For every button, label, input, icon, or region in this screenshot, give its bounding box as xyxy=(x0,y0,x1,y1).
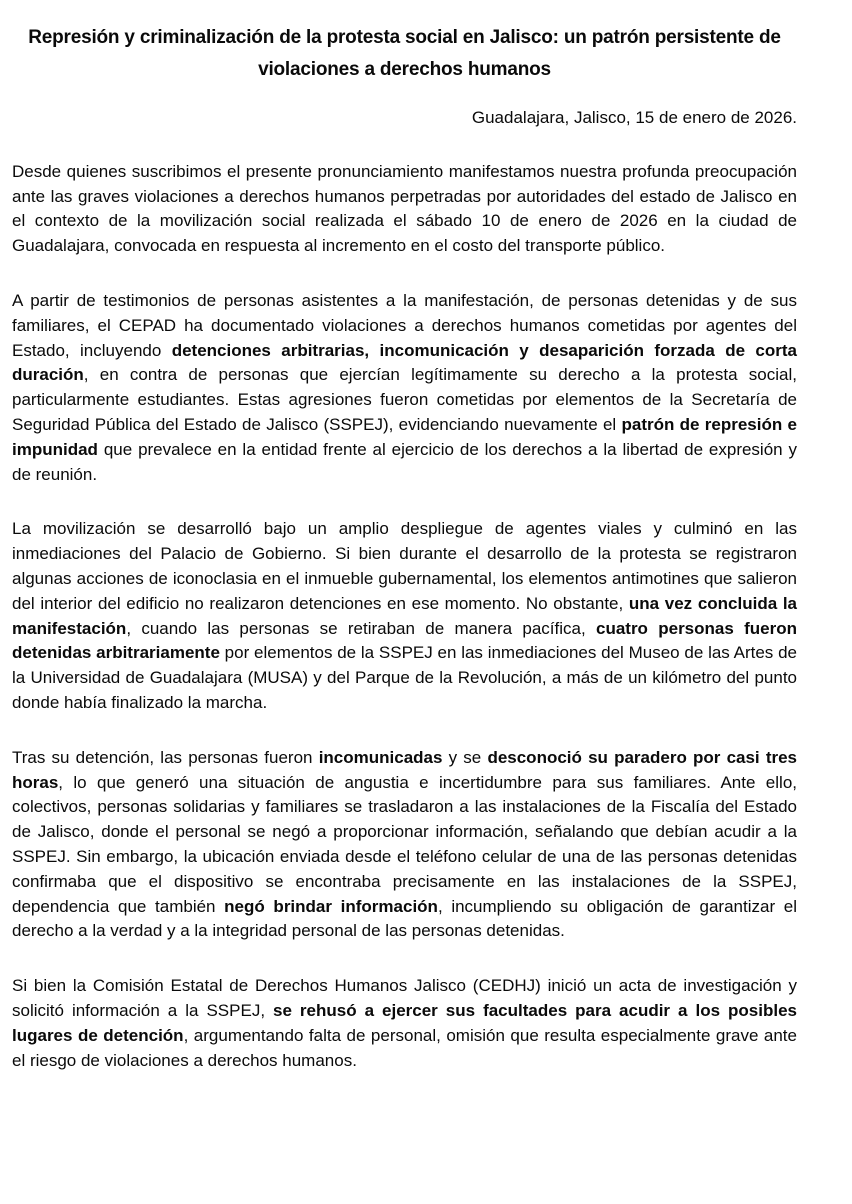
text-run: La movilización se desarrolló bajo un amplio despliegue de agentes viales y culminó en las inmediaciones del Palacio de Gobierno. Si bien durante el desarrollo de la protesta se registraron algunas acciones de iconoclasia en el inmueble gubernamental, los elementos antimotines que salieron del interior del edificio no realizaron detenciones en ese momento. No obstante, xyxy=(12,519,797,613)
text-run: Si bien la Comisión Estatal de Derechos Humanos Jalisco (CEDHJ) inició un acta de investigación y solicitó información a la SSPEJ, xyxy=(12,976,797,1020)
bold-text-run: detenciones arbitrarias, incomunicación y desaparición forzada de corta duración xyxy=(12,340,797,385)
paragraph xyxy=(12,517,797,715)
paragraph xyxy=(12,974,797,1073)
bold-text-run: cuatro personas fueron detenidas arbitrariamente xyxy=(12,618,797,663)
bold-text-run: se rehusó a ejercer sus facultades para acudir a los posibles lugares de detención xyxy=(12,1000,797,1045)
document-title: Represión y criminalización de la protesta social en Jalisco: un patrón persistente de violaciones a derechos humanos xyxy=(28,27,781,80)
text-run: , lo que generó una situación de angustia e incertidumbre para sus familiares. Ante ello, colectivos, personas solidarias y familiares se trasladaron a las instalaciones de la Fiscalía del Estado de Jalisco, donde el personal se negó a proporcionar información, señalando que debían acudir a la SSPEJ. Sin embargo, la ubicación enviada desde el teléfono celular de una de las personas detenidas confirmaba que el dispositivo se encontraba precisamente en las instalaciones de la SSPEJ, dependencia que también xyxy=(12,772,797,916)
text-run: , en contra de personas que ejercían legítimamente su derecho a la protesta social, particularmente estudiantes. Estas agresiones fueron cometidas por elementos de la Secretaría de Seguridad Pública del Estado de Jalisco (SSPEJ), evidenciando nuevamente el xyxy=(12,365,797,434)
text-run: , incumpliendo su obligación de garantizar el derecho a la verdad y a la integridad personal de las personas detenidas. xyxy=(12,896,797,941)
paragraph xyxy=(12,160,797,259)
text-run: , argumentando falta de personal, omisión que resulta especialmente grave ante el riesgo de violaciones a derechos humanos. xyxy=(12,1025,797,1070)
text-run: , cuando las personas se retiraban de manera pacífica, xyxy=(126,618,596,638)
document-body xyxy=(12,160,797,1074)
text-run: que prevalece en la entidad frente al ejercicio de los derechos a la libertad de expresión y de reunión. xyxy=(12,439,797,484)
bold-text-run: desconoció su paradero por casi tres horas xyxy=(12,747,798,792)
text-run: A partir de testimonios de personas asistentes a la manifestación, de personas detenidas y de sus familiares, el CEPAD ha documentado violaciones a derechos humanos cometidas por agentes del Estado, incluyendo xyxy=(12,290,797,360)
bold-text-run: negó brindar información xyxy=(224,896,438,916)
paragraph xyxy=(12,746,797,944)
text-run: Desde quienes suscribimos el presente pronunciamiento manifestamos nuestra profunda preocupación ante las graves violaciones a derechos humanos perpetradas por autoridades del estado de Jalisco en el contexto de la movilización social realizada el sábado 10 de enero de 2026 en la ciudad de Guadalajara, convocada en respuesta al incremento en el costo del transporte público. xyxy=(12,161,797,256)
text-run: por elementos de la SSPEJ en las inmediaciones del Museo de las Artes de la Universidad de Guadalajara (MUSA) y del Parque de la Revolución, a más de un kilómetro del punto donde había finalizado la marcha. xyxy=(12,643,797,712)
paragraph xyxy=(12,289,797,487)
bold-text-run: incomunicadas xyxy=(318,747,443,767)
bold-text-run: una vez concluida la manifestación xyxy=(12,593,798,638)
dateline: Guadalajara, Jalisco, 15 de enero de 2026. xyxy=(471,108,797,127)
bold-text-run: patrón de represión e impunidad xyxy=(12,414,797,459)
text-run: Tras su detención, las personas fueron xyxy=(12,747,319,767)
text-run: y se xyxy=(442,747,488,767)
